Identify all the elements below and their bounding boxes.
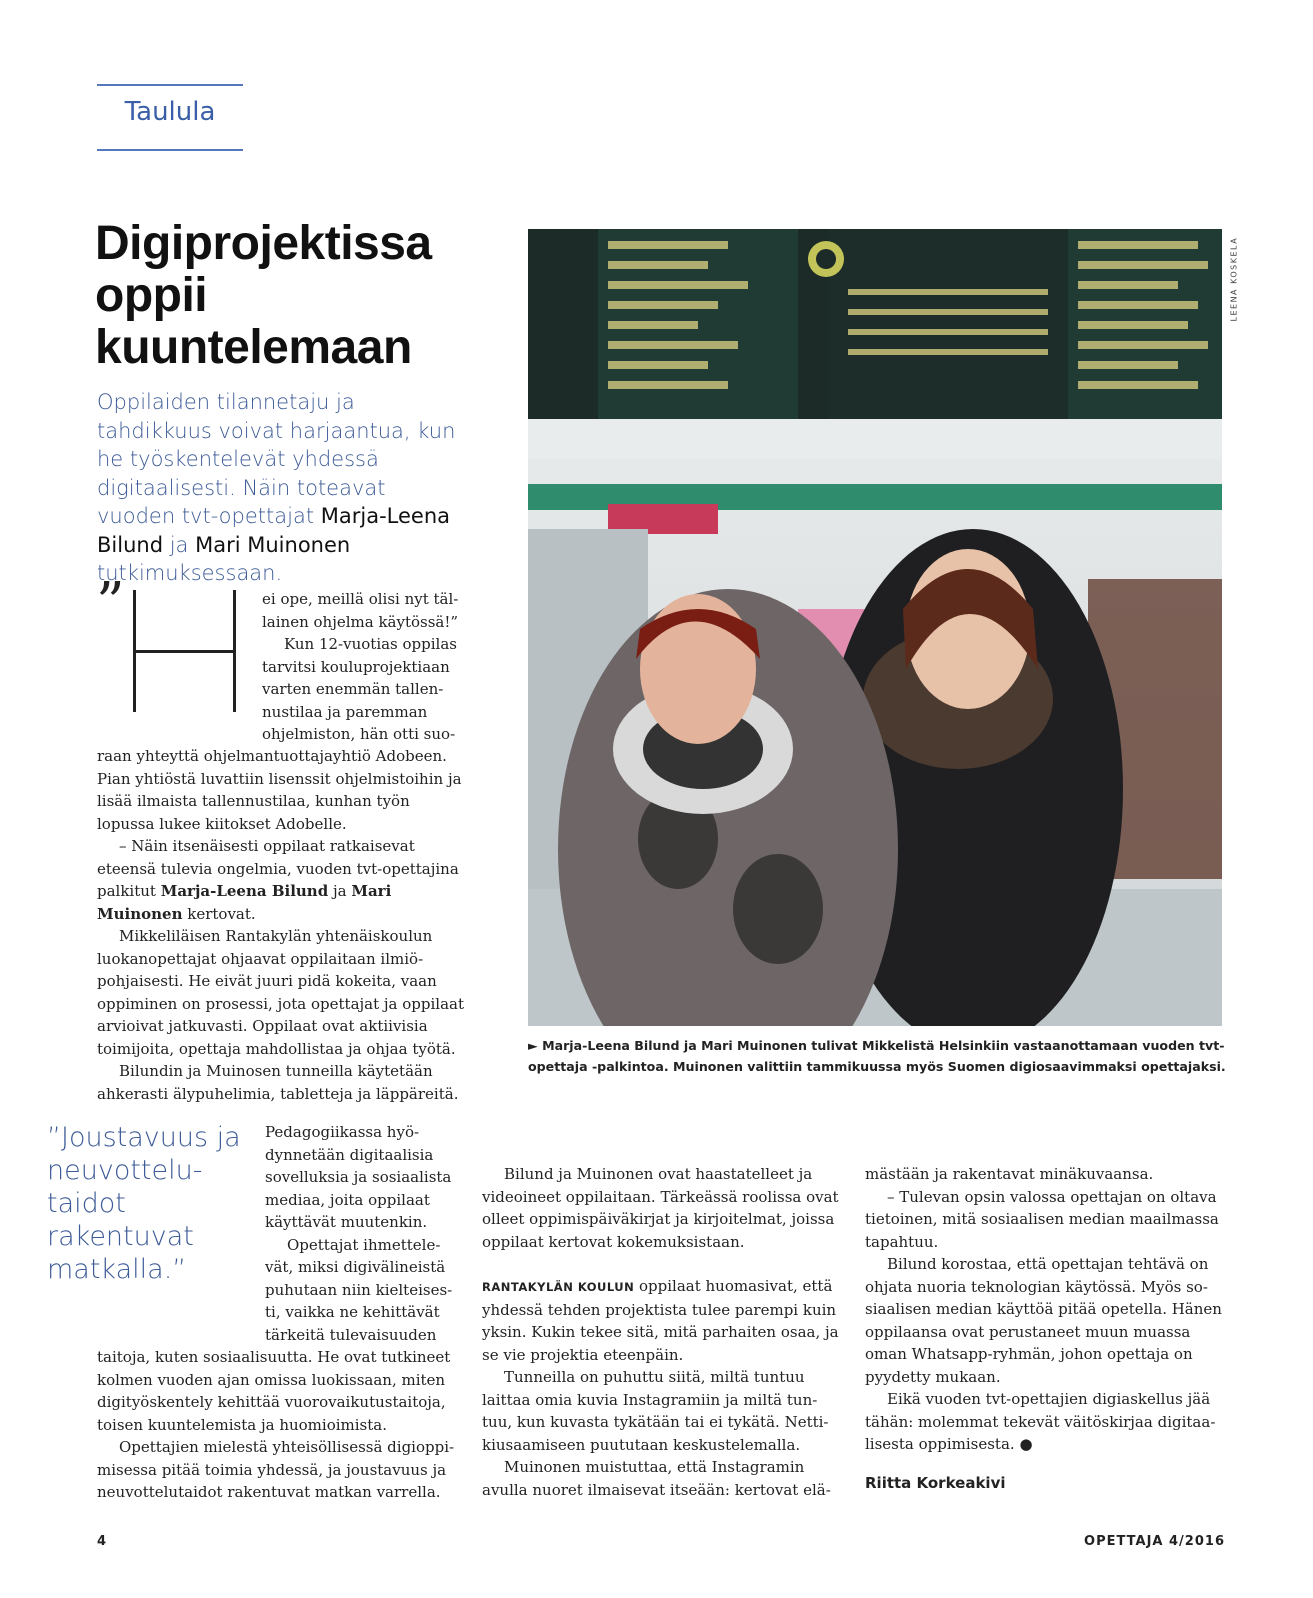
lead-in: RANTAKYLÄN KOULUN	[482, 1280, 635, 1294]
paragraph: Bilund ja Muinonen ovat haastatelleet ja videoineet oppilaitaan. Tärkeässä roolissa ovat olleet oppimispäiväkirjat ja kirjoitelmat, joissa oppilaat kertovat kokemuksistaan.	[482, 1165, 839, 1251]
publication-info: OPETTAJA 4/2016	[1084, 1534, 1225, 1549]
dropcap-text: ei ope, meillä olisi nyt täl- lainen ohjelma käytössä!” Kun 12-vuotias oppilas tarvitsi kouluprojektiaan varten enemmän tallen- nustilaa ja paremman ohjelmiston, hän otti suo-	[262, 590, 459, 743]
photo-credit: LEENA KOSKELA	[1229, 236, 1239, 322]
lead-name-1: Marja-Leena Bilund	[97, 504, 451, 557]
photo-two-teachers	[528, 229, 1222, 1026]
column-1-narrow: Pedagogiikassa hyö- dynnetään digitaalisia sovelluksia ja sosiaalista mediaa, joita oppilaat käyttävät muutenkin. Opettajat ihmettele- vät, miksi digivälineistä puhutaan niin kielteises- ti, vaikka ne kehittävät tärkeitä tulevaisuuden	[265, 1123, 453, 1344]
paragraph: Bilundin ja Muinosen tunneilla käytetään ahkerasti älypuhelimia, tabletteja ja läppäreitä.	[97, 1062, 459, 1103]
end-mark-icon: ●	[1019, 1435, 1033, 1453]
lead-and: ja	[169, 532, 189, 557]
paragraph: Bilund korostaa, että opettajan tehtävä on ohjata nuoria teknologian käytössä. Myös sosiaalisen median käyttöä pitää opetella. Hänen oppilaansa ovat perustaneet muun muassa oman Whatsapp-ryhmän, johon opettaja on pyydetty mukaan.	[865, 1255, 1222, 1386]
lead-text-1: Oppilaiden tilannetaju ja tahdikkuus voivat harjaantua, kun he työskentelevät yhdessä digitaalisesti. Näin toteavat vuoden tvt-opettajat	[97, 390, 456, 528]
byline: Riitta Korkeakivi	[865, 1474, 1006, 1492]
column-1-bottom	[97, 1346, 469, 1504]
paragraph: mästään ja rakentavat minäkuvaansa.	[865, 1165, 1154, 1183]
paragraph: raan yhteyttä ohjelmantuottajayhtiö Adobeen. Pian yhtiöstä luvattiin lisenssit ohjelmistoihin ja lisää ilmaista tallennustilaa, kunhan työn lopussa lukee kiitokset Adobelle.	[97, 747, 462, 833]
paragraph: RANTAKYLÄN KOULUN oppilaat huomasivat, että yhdessä tehden projektista tulee parempi kuin yksin. Kukin tekee sitä, mitä parhaiten osaa, ja se vie projektia eteenpäin.	[482, 1277, 839, 1364]
section-rule-top	[97, 84, 243, 86]
paragraph: Eikä vuoden tvt-opettajien digiaskellus jää tähän: molemmat tekevät väitöskirjaa digitaalisesta oppimisesta. ●	[865, 1390, 1216, 1453]
opening-quote-mark: ”	[96, 571, 125, 636]
lead-paragraph	[97, 388, 469, 588]
section-label: Taulula	[124, 97, 216, 127]
lead-name-2: Mari Muinonen	[195, 532, 351, 557]
paragraph: taitoja, kuten sosiaalisuutta. He ovat tutkineet kolmen vuoden ajan omissa luokissaan, miten digityöskentely kehittää vuorovaikutustaitoja, toisen kuuntelemista ja huomioimista.	[97, 1348, 451, 1434]
paragraph: Mikkeliläisen Rantakylän yhtenäiskoulun luokanopettajat ohjaavat oppilaitaan ilmiöpohjaisesti. He eivät juuri pidä kokeita, vaan oppiminen on prosessi, jota opettajat ja oppilaat arvioivat jatkuvasti. Oppilaat ovat aktiivisia toimijoita, opettaja mahdollistaa ja ohjaa työtä.	[97, 927, 465, 1058]
column-3-body	[865, 1163, 1225, 1456]
column-2-body	[482, 1163, 842, 1501]
paragraph: Muinonen muistuttaa, että Instagramin avulla nuoret ilmaisevat itseään: kertovat elä-	[482, 1458, 831, 1499]
section-rule-bottom	[97, 149, 243, 151]
page-number: 4	[97, 1534, 107, 1549]
paragraph: Tunneilla on puhuttu siitä, miltä tuntuu laittaa omia kuvia Instagramiin ja miltä tuntuu, kun kuvasta tykätään tai ei tykätä. Nettikiusaamiseen puututaan keskustelemalla.	[482, 1368, 829, 1454]
pull-quote: ”Joustavuus ja neuvottelutaidot rakentuvat matkalla.”	[47, 1122, 241, 1285]
paragraph: Opettajien mielestä yhteisöllisessä digioppimisessa pitää toimia yhdessä, ja joustavuus ja neuvottelutaidot rakentuvat matkan varrella.	[97, 1438, 455, 1501]
dropcap-letter-h	[133, 590, 236, 712]
photo-caption: ► Marja-Leena Bilund ja Mari Muinonen tulivat Mikkelistä Helsinkiin vastaanottamaan vuoden tvt-opettaja -palkintoa. Muinonen valittiin tammikuussa myös Suomen digiosaavimmaksi opettajaksi.	[528, 1038, 1226, 1074]
headline: Digiprojektissa oppii kuuntelemaan	[95, 217, 432, 374]
paragraph: – Tulevan opsin valossa opettajan on oltava tietoinen, mitä sosiaalisen median maailmassa tapahtuu.	[865, 1187, 1219, 1251]
paragraph: – Näin itsenäisesti oppilaat ratkaisevat eteensä tulevia ongelmia, vuoden tvt-opettajina palkitut Marja-Leena Bilund ja Mari Muinonen kertovat.	[97, 837, 459, 923]
column-1-body	[97, 745, 469, 1105]
lead-text-2: tutkimuksessaan.	[97, 561, 283, 585]
